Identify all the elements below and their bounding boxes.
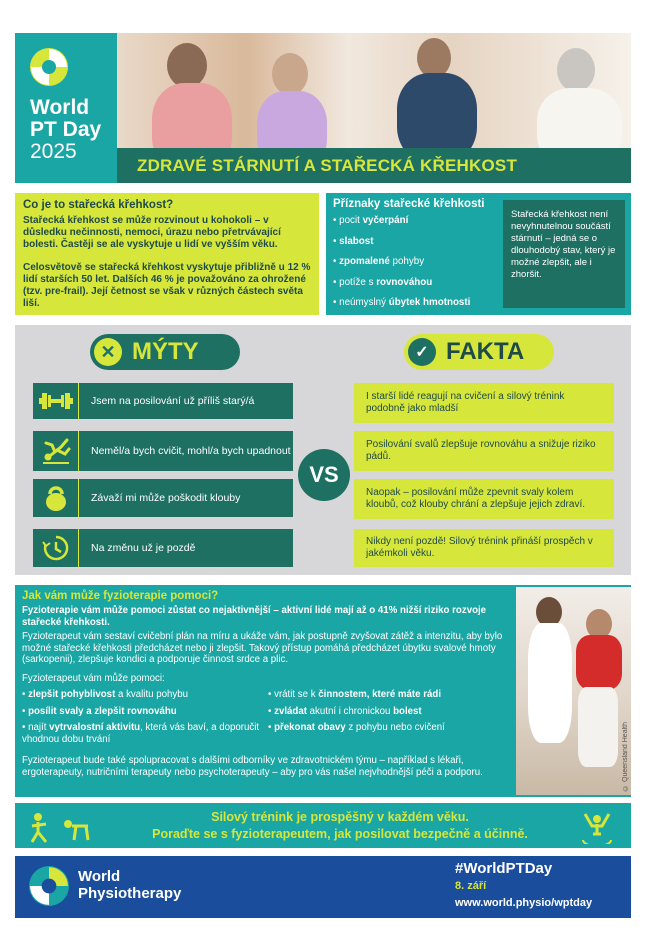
physio-closing: Fyzioterapeut bude také spolupracovat s dalšími odborníky ve zdravotnickém týmu – například s lékaři, ergoterapeuty, nutričními terapeuty nebo psychoterapeuty – aby pro vás našel nejvhodnější péči a podporu. xyxy=(22,755,483,778)
brand-year: 2025 xyxy=(30,140,77,163)
help-post: , která vás baví, a doporučit vhodnou dobu trvání xyxy=(22,722,260,745)
banner-line2: Poraďte se s fyzioterapeutem, jak posilovat bezpečně a účinně. xyxy=(152,827,528,841)
symptom-item xyxy=(333,236,498,247)
bullet-icon: • xyxy=(333,297,340,308)
fact-item xyxy=(354,383,614,423)
myth-item xyxy=(33,431,293,471)
event-date: 8. září xyxy=(455,880,487,892)
header-photo xyxy=(117,33,631,148)
help-bold: zvládat xyxy=(274,705,307,717)
what-para-2: Celosvětově se stařecká křehkost vyskytuje přibližně u 12 % lidí starších 50 let. Dalších 46 % je považováno za ohrožené (tzv. pre-frail). Její četnost se však v různých částech světa liší. xyxy=(23,262,311,309)
myth-text: Závaží mi může poškodit klouby xyxy=(91,491,241,504)
bullet-icon: • xyxy=(333,276,340,288)
physio-list-right xyxy=(268,689,508,734)
physio-list-left xyxy=(22,689,262,745)
physio-lead: Fyzioterapie vám může pomoci zůstat co nejaktivnější – aktivní lidé mají až o 41% nižší riziko rozvoje stařecké křehkosti. xyxy=(22,605,487,628)
symptoms-note xyxy=(503,200,625,308)
photo-credit: © Queensland Health xyxy=(622,722,629,791)
fact-text: Posilování svalů zlepšuje rovnováhu a snižuje riziko pádů. xyxy=(366,438,596,462)
fact-text: I starší lidé reagují na cvičení a silový trénink podobně jako mladší xyxy=(366,390,565,414)
website-link[interactable]: www.world.physio/wptday xyxy=(455,897,593,909)
help-item xyxy=(268,689,508,701)
bullet-icon: • xyxy=(333,256,340,267)
symptom-item xyxy=(333,215,498,226)
help-bold: zlepšit pohyblivost xyxy=(28,689,116,700)
physio-para: Fyzioterapeut vám sestaví cvičební plán na míru a ukáže vám, jak postupně zvyšovat zátěž a intenzitu, aby bylo možné stařecké křehkosti předcházet nebo ji zlepšit. Takový přístup pomáhá předcházet úbytku svalové hmoty (sarkopenii), zlepšuje kondici a podporuje činnost srdce a plic. xyxy=(22,631,503,665)
what-heading: Co je to stařecká křehkost? xyxy=(23,199,174,211)
symptom-pre: neúmyslný xyxy=(339,297,389,308)
banner-text xyxy=(110,809,570,843)
org-line1: World xyxy=(78,868,121,885)
myth-text: Neměl/a bych cvičit, mohl/a bych upadnout xyxy=(91,444,291,457)
physio-photo xyxy=(516,587,631,795)
symptoms-note-text: Stařecká křehkost není nevyhnutelnou součástí stárnutí – jedná se o dlouhodobý stav, který je možné zlepšit, ale i zhoršit. xyxy=(511,209,616,280)
fact-item xyxy=(354,479,614,519)
bullet-icon: • xyxy=(22,705,29,717)
bullet-icon: • xyxy=(22,722,29,733)
bullet-icon: • xyxy=(268,722,275,733)
bullet-icon: • xyxy=(268,705,275,717)
help-post: akutní i chronickou xyxy=(306,705,394,717)
symptom-pre: pocit xyxy=(339,215,363,226)
help-item xyxy=(268,706,508,718)
check-icon: ✓ xyxy=(408,338,436,366)
physio-list-intro: Fyzioterapeut vám může pomoci: xyxy=(22,673,165,684)
symptom-item xyxy=(333,277,498,288)
org-line2: Physiotherapy xyxy=(78,885,182,902)
help-bold: činnostem, které máte rádi xyxy=(318,689,442,700)
myth-text: Jsem na posilování už příliš starý/á xyxy=(91,394,255,407)
help-item xyxy=(22,706,262,718)
symptom-bold: zpomalené xyxy=(339,256,390,267)
help-post: z pohybu nebo cvičení xyxy=(345,722,445,733)
physio-heading: Jak vám může fyzioterapie pomoci? xyxy=(22,590,219,602)
myth-item xyxy=(33,479,293,517)
symptom-item xyxy=(333,256,498,267)
hashtag: #WorldPTDay xyxy=(455,860,553,877)
help-bold: překonat obavy xyxy=(274,722,346,733)
myths-heading-pill xyxy=(90,334,240,370)
exercise-figures-icon xyxy=(28,810,98,844)
facts-heading: FAKTA xyxy=(446,338,525,365)
falling-person-icon xyxy=(33,431,79,471)
bullet-icon: • xyxy=(268,689,275,700)
help-item xyxy=(268,722,508,734)
symptom-bold: rovnováhou xyxy=(376,276,433,288)
help-bold: vytrvalostní aktivitu xyxy=(49,722,141,733)
fact-text: Naopak – posilování může zpevnit svaly kolem kloubů, což klouby chrání a zlepšuje jejich zdraví. xyxy=(366,486,586,510)
myths-heading: MÝTY xyxy=(132,338,199,365)
org-name xyxy=(78,868,181,902)
fact-text: Nikdy není pozdě! Silový trénink přináší prospěch v jakémkoli věku. xyxy=(366,535,593,559)
brand-name xyxy=(30,97,101,163)
kettlebell-icon xyxy=(33,479,79,517)
cross-icon: ✕ xyxy=(94,338,122,366)
page-title: ZDRAVÉ STÁRNUTÍ A STAŘECKÁ KŘEHKOST xyxy=(137,156,518,175)
symptoms-heading: Příznaky stařecké křehkosti xyxy=(333,198,485,210)
fact-item xyxy=(354,431,614,471)
symptom-bold: úbytek hmotnosti xyxy=(388,297,471,308)
arms-raised-icon xyxy=(580,810,614,844)
brand-line1: World xyxy=(30,96,90,119)
bullet-icon: • xyxy=(333,235,340,247)
help-pre: vrátit se k xyxy=(274,689,319,700)
myth-text: Na změnu už je pozdě xyxy=(91,541,196,554)
myth-item xyxy=(33,383,293,419)
symptom-bold: vyčerpání xyxy=(362,215,409,226)
help-item xyxy=(22,689,262,701)
symptom-item xyxy=(333,297,498,308)
bullet-icon: • xyxy=(22,689,29,700)
help-bold: posílit svaly a zlepšit rovnováhu xyxy=(28,705,177,717)
symptoms-list xyxy=(333,215,498,318)
clock-icon xyxy=(33,529,79,567)
world-physiotherapy-logo-icon xyxy=(28,865,70,907)
facts-heading-pill xyxy=(404,334,554,370)
symptom-bold: slabost xyxy=(339,235,374,247)
help-item xyxy=(22,722,262,745)
myth-item xyxy=(33,529,293,567)
help-post: a kvalitu pohybu xyxy=(115,689,189,700)
world-pt-day-logo-icon xyxy=(29,47,69,87)
dumbbell-icon xyxy=(33,383,79,419)
symptom-post: pohyby xyxy=(389,256,425,267)
help-pre: najít xyxy=(28,722,50,733)
what-para-1: Stařecká křehkost se může rozvinout u kohokoli – v důsledku nečinnosti, nemoci, úrazu nebo přetrvávající bolesti. Častěji se ale vyskytuje u lidí ve vyšším věku. xyxy=(23,215,281,250)
vs-text: VS xyxy=(309,462,339,487)
brand-line2: PT Day xyxy=(30,118,102,141)
symptom-pre: potíže s xyxy=(339,276,377,288)
banner-line1: Silový trénink je prospěšný v každém věku. xyxy=(211,810,469,824)
bullet-icon: • xyxy=(333,215,340,226)
fact-item xyxy=(354,529,614,567)
help-bold-2: bolest xyxy=(393,705,422,717)
vs-badge xyxy=(298,449,350,501)
